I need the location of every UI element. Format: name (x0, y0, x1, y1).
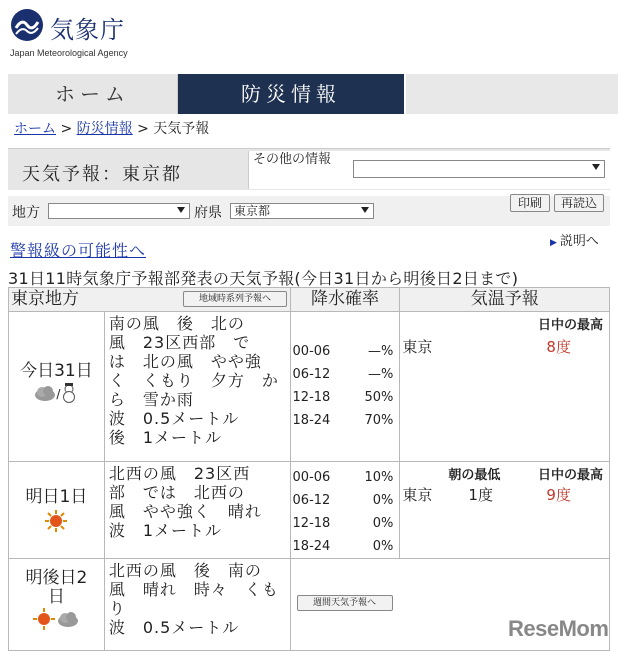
breadcrumb-sep: > (132, 121, 154, 137)
weather-text-cell (104, 312, 290, 462)
weather-line: 風 やや強く 晴れ (108, 502, 262, 521)
weather-line: ら 雪か雨 (108, 390, 194, 409)
site-header (0, 0, 618, 70)
reload-button[interactable]: 再読込 (554, 194, 604, 212)
weather-line: く くもり 夕方 か (108, 371, 279, 390)
breadcrumb-sep: > (56, 121, 77, 137)
day-label: 明日1日 (25, 487, 88, 507)
day-label: 明後日2 (25, 568, 88, 588)
forecast-table (8, 287, 610, 651)
weather-text-cell (104, 462, 290, 559)
weather-line: 風 晴れ 時々 くも (108, 580, 279, 599)
weather-line: 部 では 北西の (108, 483, 245, 502)
snowman-icon (60, 383, 78, 403)
pop-time: 12-18 (292, 516, 331, 531)
title-bar (8, 148, 610, 190)
weather-line: 北西の風 後 南の (108, 561, 262, 580)
temp-city: 東京 (402, 338, 433, 356)
weather-text-cell (104, 559, 290, 651)
table-header-row (9, 288, 610, 312)
wave-line: 後 1メートル (108, 428, 223, 447)
timeseries-button[interactable]: 地域時系列予報へ (183, 291, 287, 307)
pref-select-value: 東京都 (234, 204, 271, 218)
temp-min: 1度 (468, 486, 493, 504)
other-info-select[interactable] (353, 160, 605, 178)
day-label: 今日31日 (20, 361, 93, 381)
day-cell (9, 312, 105, 462)
weather-line: 風 23区西部 で (108, 333, 251, 352)
table-row (9, 462, 610, 559)
print-button[interactable]: 印刷 (510, 194, 550, 212)
day-cell (9, 559, 105, 651)
page-title: 天気予報：東京都 (22, 164, 182, 185)
breadcrumb (14, 118, 209, 138)
region-label: 地方 (12, 205, 40, 221)
temp-header: 気温予報 (400, 288, 610, 312)
pop-value: 0% (372, 516, 394, 531)
weather-line: 北西の風 23区西 (108, 464, 251, 483)
pop-time: 12-18 (292, 390, 331, 405)
temp-city: 東京 (402, 486, 433, 504)
precip-cell (290, 462, 400, 559)
pop-value: 50% (364, 390, 394, 405)
weekly-forecast-button[interactable]: 週間天気予報へ (297, 595, 393, 611)
nav-spacer (404, 74, 618, 114)
global-nav (8, 74, 618, 114)
pop-time: 06-12 (292, 493, 331, 508)
weather-line: り (108, 599, 126, 618)
weather-icons (9, 607, 104, 631)
pop-time: 00-06 (292, 344, 331, 359)
table-row (9, 312, 610, 462)
sun-icon (44, 509, 68, 533)
area-header (9, 288, 291, 312)
weather-icons: / (9, 383, 104, 403)
pop-time: 18-24 (292, 413, 331, 428)
chevron-down-icon (361, 207, 369, 213)
pop-time: 18-24 (292, 539, 331, 554)
pop-value: —% (368, 367, 394, 382)
day-cell (9, 462, 105, 559)
chevron-down-icon (592, 164, 600, 170)
pop-value: 10% (364, 470, 394, 485)
pop-value: —% (368, 344, 394, 359)
breadcrumb-bosai[interactable]: 防災情報 (76, 121, 133, 137)
region-select[interactable] (48, 203, 190, 219)
jma-logo-icon[interactable] (10, 8, 44, 42)
breadcrumb-current: 天気予報 (153, 121, 210, 137)
pop-value: 0% (372, 539, 394, 554)
temp-min-label: 朝の最低 (448, 468, 501, 483)
temp-max-label: 日中の最高 (537, 468, 603, 483)
forecast-headline: 31日11時気象庁予報部発表の天気予報(今日31日から明後日2日まで) (8, 269, 519, 288)
temp-cell (400, 312, 610, 462)
pref-label: 府県 (194, 205, 222, 221)
wave-line: 波 1メートル (108, 521, 223, 540)
nav-tab-bosai[interactable]: 防災情報 (178, 74, 404, 114)
chevron-down-icon (177, 207, 185, 213)
warning-possibility-link[interactable]: 警報級の可能性へ (10, 241, 147, 260)
precip-cell (290, 312, 400, 462)
pop-time: 06-12 (292, 367, 331, 382)
area-name: 東京地方 (11, 289, 79, 309)
triangle-right-icon: ▶ (550, 238, 557, 248)
nav-tab-home[interactable]: ホーム (8, 74, 178, 114)
temp-max: 8度 (546, 338, 571, 356)
filter-bar (8, 196, 610, 226)
pop-time: 00-06 (292, 470, 331, 485)
breadcrumb-home[interactable]: ホーム (14, 121, 56, 137)
temp-cell (400, 462, 610, 559)
pop-value: 0% (372, 493, 394, 508)
agency-name[interactable]: 気象庁 (50, 16, 125, 44)
pop-value: 70% (364, 413, 394, 428)
sun-icon (32, 607, 56, 631)
cloud-icon (34, 384, 56, 402)
wave-line: 波 0.5メートル (108, 618, 240, 637)
explain-link-label: 説明へ (559, 234, 599, 249)
temp-max-label: 日中の最高 (537, 318, 603, 333)
precip-header: 降水確率 (290, 288, 400, 312)
cloud-icon (56, 610, 80, 628)
explain-link[interactable] (550, 230, 599, 249)
other-info-box (248, 151, 610, 189)
watermark: ReseMom (508, 616, 609, 641)
wave-line: 波 0.5メートル (108, 409, 240, 428)
other-info-label: その他の情報 (253, 152, 332, 167)
weather-line: 南の風 後 北の (108, 314, 245, 333)
temp-max: 9度 (546, 486, 571, 504)
day-label: 日 (47, 587, 65, 607)
weather-line: は 北の風 やや強 (108, 352, 262, 371)
agency-name-en: Japan Meteorological Agency (10, 48, 128, 58)
pref-select[interactable] (230, 203, 374, 219)
